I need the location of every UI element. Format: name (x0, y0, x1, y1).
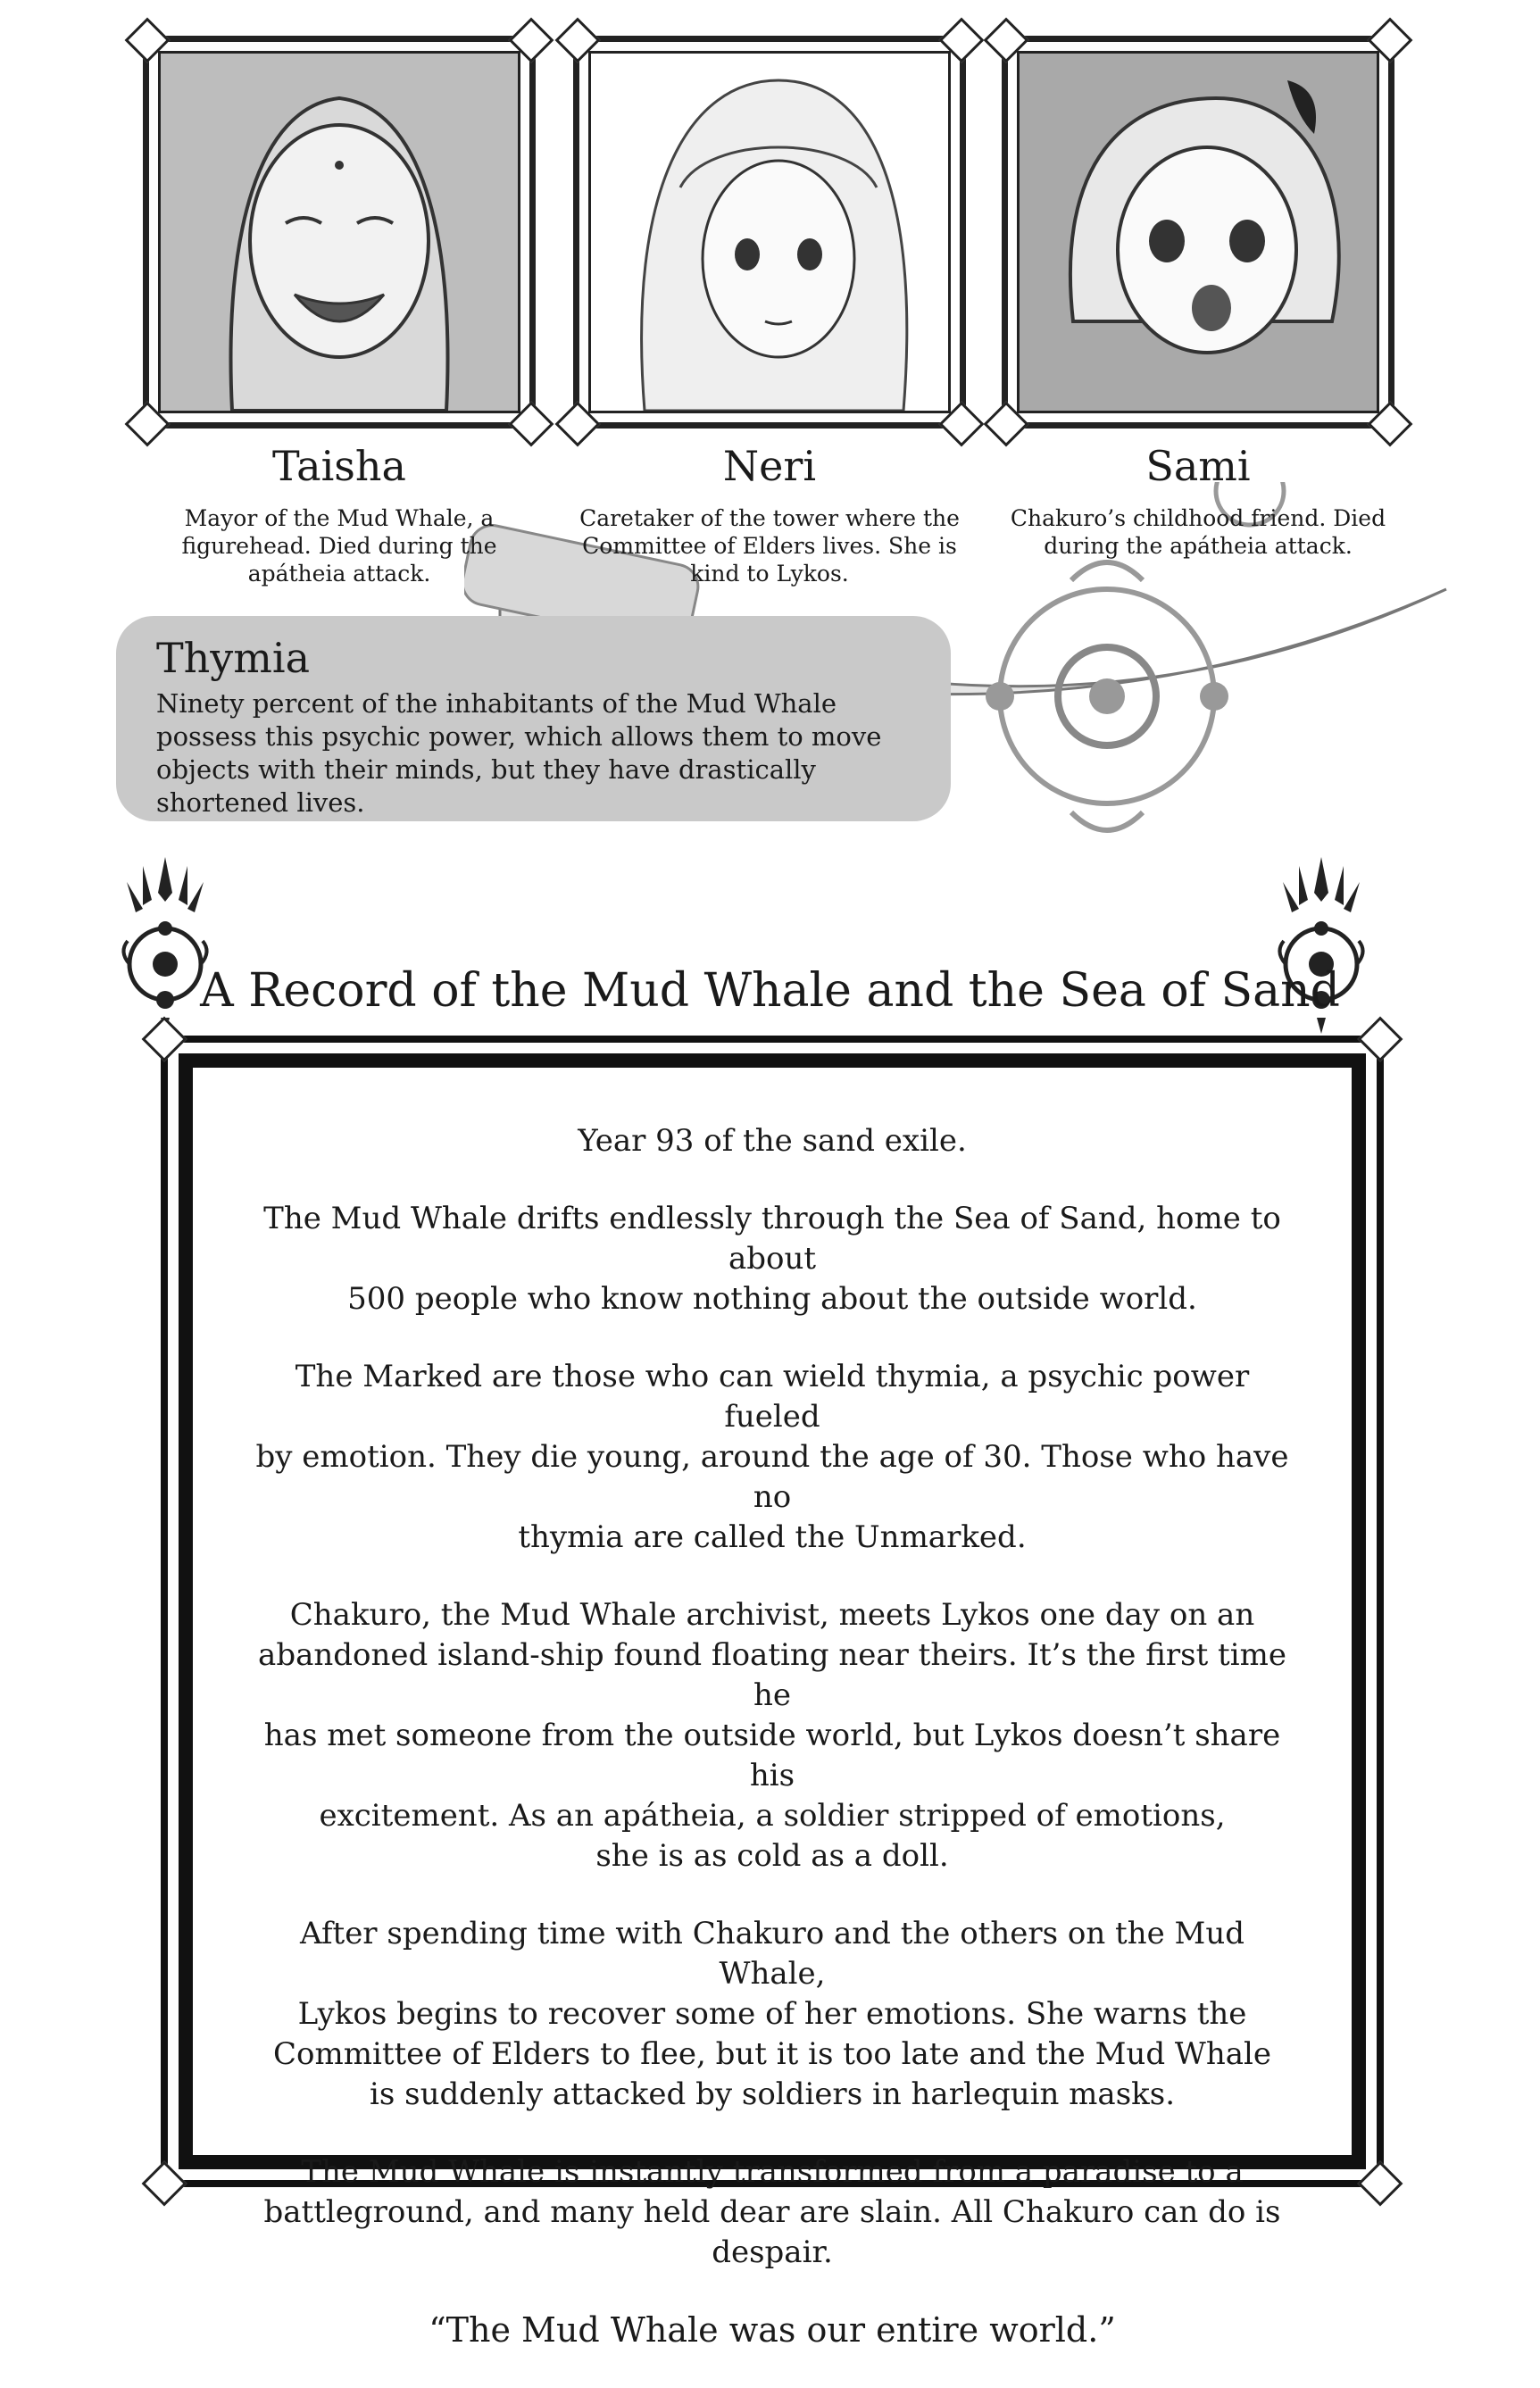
portrait-sami (1002, 36, 1394, 429)
thymia-title: Thymia (156, 634, 311, 682)
synopsis-paragraph: After spending time with Chakuro and the others on the Mud Whale, Lykos begins to recover some of her emotions. She warns the Committee of Elders to flee, but it is too late and the Mud Whale is suddenly attacked by soldiers in harlequin masks. (272, 1916, 1271, 2112)
synopsis-frame (161, 1036, 1384, 2350)
synopsis-paragraph: The Marked are those who can wield thymia, a psychic power fueled by emotion. They die young, around the age of 30. Those who have no thymia are called the Unmarked. (255, 1359, 1289, 1555)
synopsis-paragraph: The Mud Whale drifts endlessly through the Sea of Sand, home to about 500 people who know nothing about the outside world. (263, 1201, 1281, 1317)
portrait-taisha (143, 36, 536, 429)
character-name-neri: Neri (722, 442, 817, 490)
record-title: A Record of the Mud Whale and the Sea of Sand (200, 963, 1340, 1018)
thymia-definition-box (116, 616, 951, 821)
neri-illustration (591, 54, 948, 411)
synopsis-paragraph: Chakuro, the Mud Whale archivist, meets Lykos one day on an abandoned island-ship found floating near theirs. It’s the first time he has met someone from the outside world, but Lykos doesn’t share his excitement. As an apátheia, a soldier stripped of emotions, she is as cold as a doll. (258, 1597, 1286, 1874)
taisha-illustration (161, 54, 518, 411)
synopsis-text (246, 1121, 1298, 2388)
sami-illustration (1020, 54, 1377, 411)
character-description-taisha: Mayor of the Mud Whale, a figurehead. Died during the apátheia attack. (181, 505, 497, 587)
synopsis-inner-border (179, 1053, 1366, 2350)
character-name-taisha: Taisha (272, 442, 406, 490)
synopsis-paragraph: The Mud Whale is instantly transformed from a paradise to a battleground, and many held dear are slain. All Chakuro can do is despair. (263, 2154, 1281, 2270)
character-description-neri: Caretaker of the tower where the Committee of Elders lives. She is kind to Lykos. (579, 505, 960, 587)
synopsis-paragraph: Year 93 of the sand exile. (578, 1123, 967, 1159)
portrait-neri (573, 36, 966, 429)
thymia-text: Ninety percent of the inhabitants of the Mud Whale possess this psychic power, which allows them to move objects with their minds, but they have drastically shortened lives. (156, 688, 882, 818)
synopsis-quote: “The Mud Whale was our entire world.” (429, 2310, 1116, 2350)
character-name-sami: Sami (1145, 442, 1251, 490)
character-description-sami: Chakuro’s childhood friend. Died during the apátheia attack. (1010, 505, 1386, 559)
